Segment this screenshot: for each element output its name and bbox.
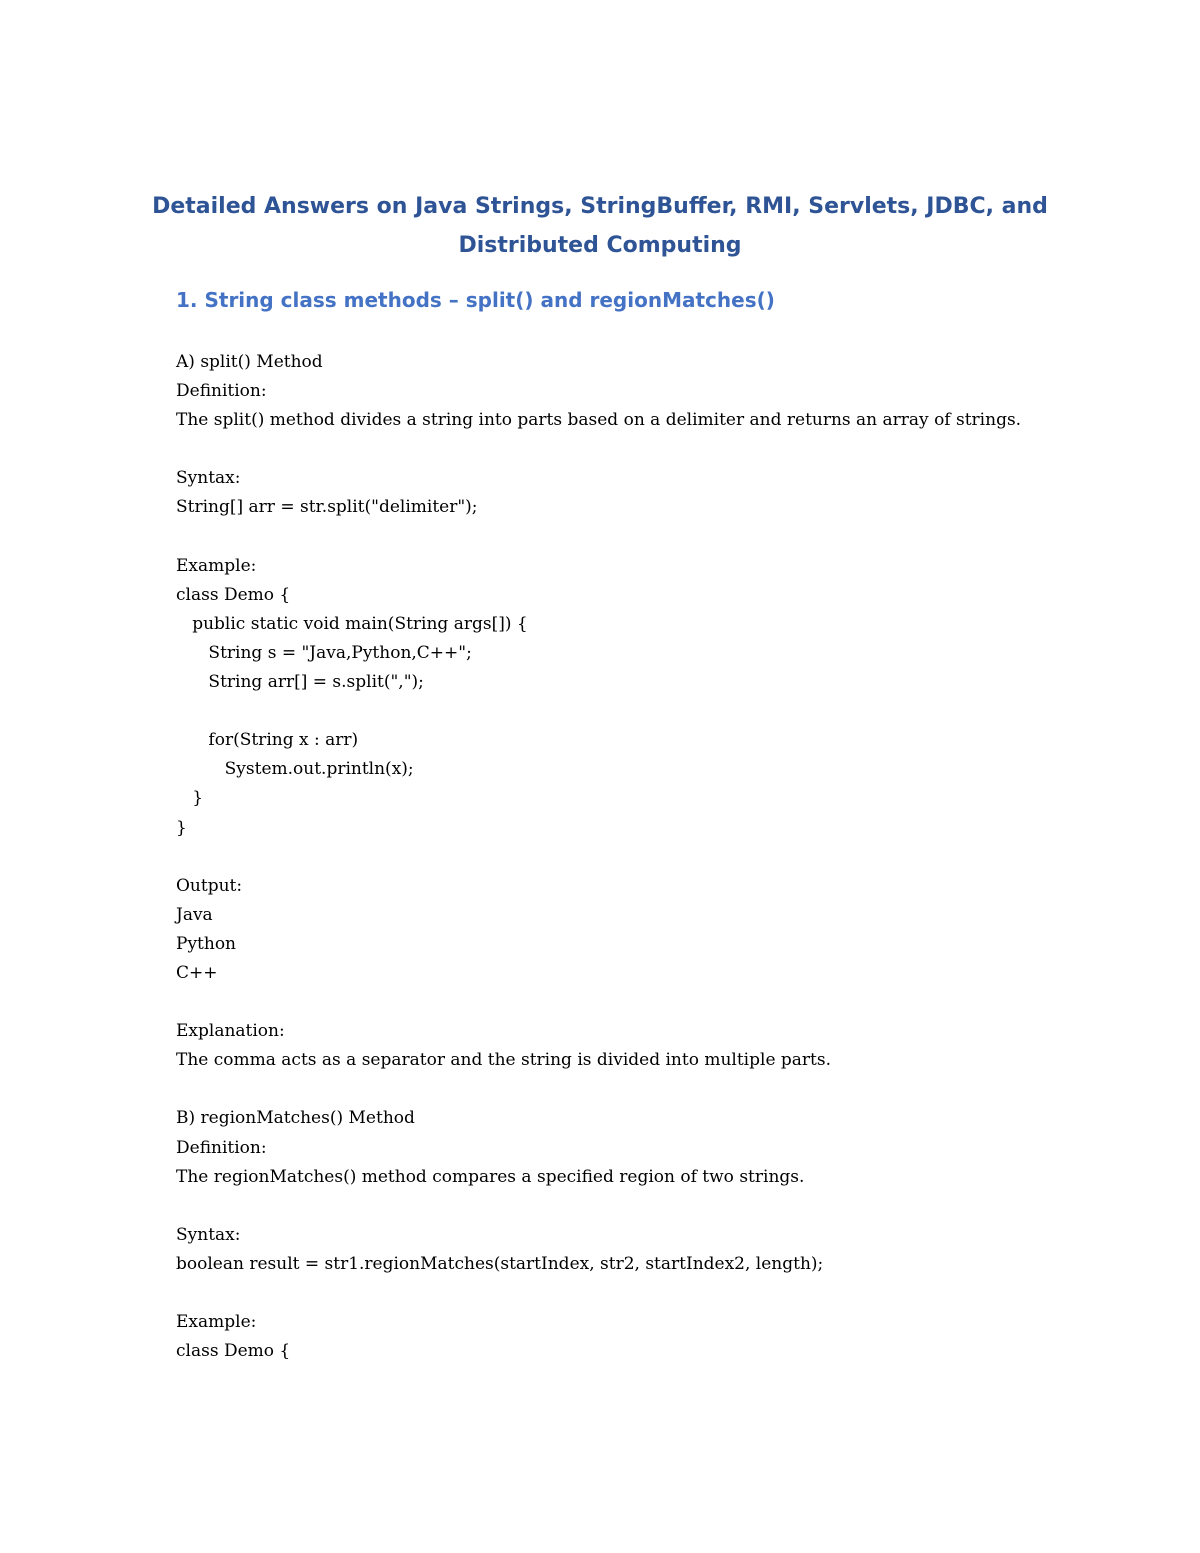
blank-line <box>176 1192 1026 1221</box>
blank-line <box>176 843 1026 872</box>
region-method-label: B) regionMatches() Method <box>176 1108 415 1129</box>
section-heading-string-methods: 1. String class methods – split() and regionMatches() <box>176 288 775 312</box>
region-syntax-label: Syntax: <box>176 1224 241 1245</box>
split-output-line: Java <box>176 904 213 925</box>
section-body <box>176 348 1026 1366</box>
split-explanation-label: Explanation: <box>176 1021 285 1042</box>
split-code-line: public static void main(String args[]) { <box>176 613 528 634</box>
split-output-line: Python <box>176 933 237 954</box>
split-code-line: String s = "Java,Python,C++"; <box>176 642 472 663</box>
split-code-line: System.out.println(x); <box>176 759 414 780</box>
split-definition-label: Definition: <box>176 381 267 402</box>
split-code-line <box>176 697 1026 726</box>
region-definition-label: Definition: <box>176 1137 267 1158</box>
split-explanation-text: The comma acts as a separator and the string is divided into multiple parts. <box>176 1050 832 1071</box>
blank-line <box>176 1075 1026 1104</box>
split-code-line: } <box>176 817 187 838</box>
split-definition-text: The split() method divides a string into parts based on a delimiter and returns an array of strings. <box>176 410 1022 431</box>
split-code-line: class Demo { <box>176 584 291 605</box>
blank-line <box>176 988 1026 1017</box>
region-definition-text: The regionMatches() method compares a specified region of two strings. <box>176 1166 805 1187</box>
document-title <box>150 187 1050 265</box>
split-code-line: String arr[] = s.split(","); <box>176 672 424 693</box>
blank-line <box>176 435 1026 464</box>
document-title-line-1: Detailed Answers on Java Strings, StringBuffer, RMI, Servlets, JDBC, and <box>152 194 1048 219</box>
split-example-label: Example: <box>176 555 257 576</box>
blank-line <box>176 1279 1026 1308</box>
region-syntax-code: boolean result = str1.regionMatches(startIndex, str2, startIndex2, length); <box>176 1253 824 1274</box>
split-output-label: Output: <box>176 875 243 896</box>
split-syntax-code: String[] arr = str.split("delimiter"); <box>176 497 478 518</box>
split-syntax-label: Syntax: <box>176 468 241 489</box>
region-example-label: Example: <box>176 1312 257 1333</box>
split-output-line: C++ <box>176 962 218 983</box>
document-title-line-2: Distributed Computing <box>458 233 742 258</box>
split-code-line: } <box>176 788 204 809</box>
region-code-line: class Demo { <box>176 1341 291 1362</box>
split-code-line: for(String x : arr) <box>176 730 359 751</box>
split-method-label: A) split() Method <box>176 352 323 372</box>
blank-line <box>176 523 1026 552</box>
